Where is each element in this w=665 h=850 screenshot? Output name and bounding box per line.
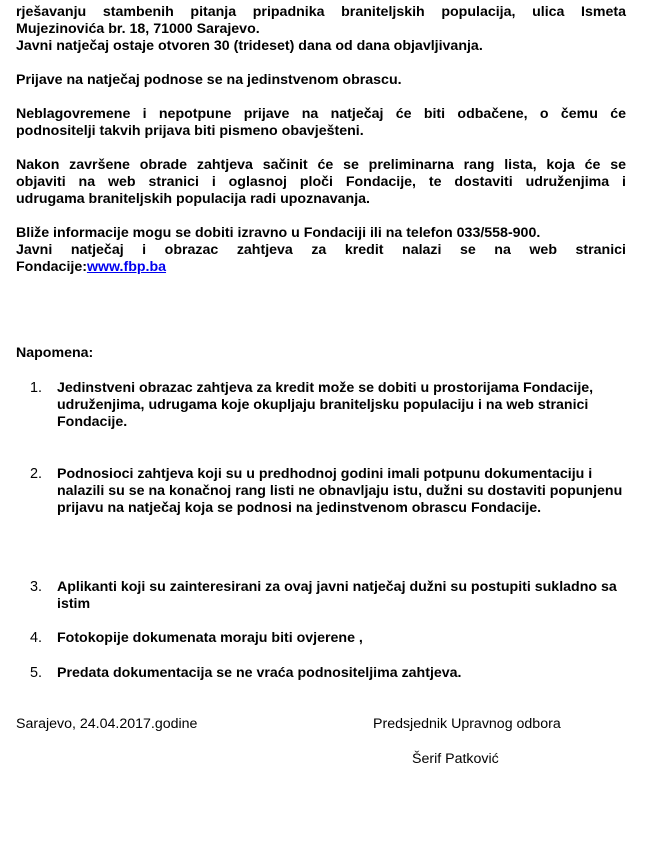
rejection-paragraph: Neblagovremene i nepotpune prijave na natječaj će biti odbačene, o čemu će podnositelji takvih prijava biti pismeno obavješteni. <box>16 106 626 139</box>
info-paragraph: Bliže informacije mogu se dobiti izravno u Fondaciji ili na telefon 033/558-900. Javni natječaj i obrazac zahtjeva za kredit nalazi se na web stranici Fondacije:www.fbp.ba <box>16 225 626 275</box>
note-number: 3. <box>30 579 43 595</box>
note-item: Fotokopije dokumenata moraju biti ovjerene , <box>57 630 363 646</box>
note-number: 2. <box>30 466 43 482</box>
rank-list-paragraph: Nakon završene obrade zahtjeva sačinit će se preliminarna rang lista, koja će se objaviti na web stranici i oglasnoj ploči Fondacije, te dostaviti udruženjima i udrugama braniteljskih populacija radi upoznavanja. <box>16 157 626 207</box>
signatory-role: Predsjednik Upravnog odbora <box>373 716 561 732</box>
note-heading: Napomena: <box>16 345 94 361</box>
note-item: Jedinstveni obrazac zahtjeva za kredit može se dobiti u prostorijama Fondacije, udruženjima, udrugama koje okupljaju braniteljsku populaciju i na web stranici Fondacije. <box>57 380 594 430</box>
note-item: Podnosioci zahtjeva koji su u predhodnoj godini imali potpunu dokumentaciju i nalazili su se na konačnoj rang listi ne obnavljaju istu, dužni su dostaviti popunjenu prijavu na natječaj koja se podnosi na jedinstvenom obrascu Fondacije. <box>57 466 623 516</box>
website-link[interactable]: www.fbp.ba <box>86 259 167 275</box>
note-number: 1. <box>30 380 43 396</box>
intro-line: Mujezinovića br. 18, 71000 Sarajevo. <box>16 21 260 37</box>
note-number: 5. <box>30 665 43 681</box>
place-and-date: Sarajevo, 24.04.2017.godine <box>16 716 198 732</box>
intro-line: Javni natječaj ostaje otvoren 30 (trideset) dana od dana objavljivanja. <box>16 38 483 54</box>
intro-paragraph <box>16 4 626 55</box>
form-paragraph: Prijave na natječaj podnose se na jedinstvenom obrascu. <box>16 72 402 88</box>
note-number: 4. <box>30 630 43 646</box>
note-item: Aplikanti koji su zainteresirani za ovaj javni natječaj dužni su postupiti sukladno sa istim <box>57 579 617 612</box>
signatory-name: Šerif Patković <box>412 751 499 767</box>
intro-line: rješavanju stambenih pitanja pripadnika braniteljskih populacija, ulica Ismeta <box>16 4 626 20</box>
note-item: Predata dokumentacija se ne vraća podnositeljima zahtjeva. <box>57 665 462 681</box>
